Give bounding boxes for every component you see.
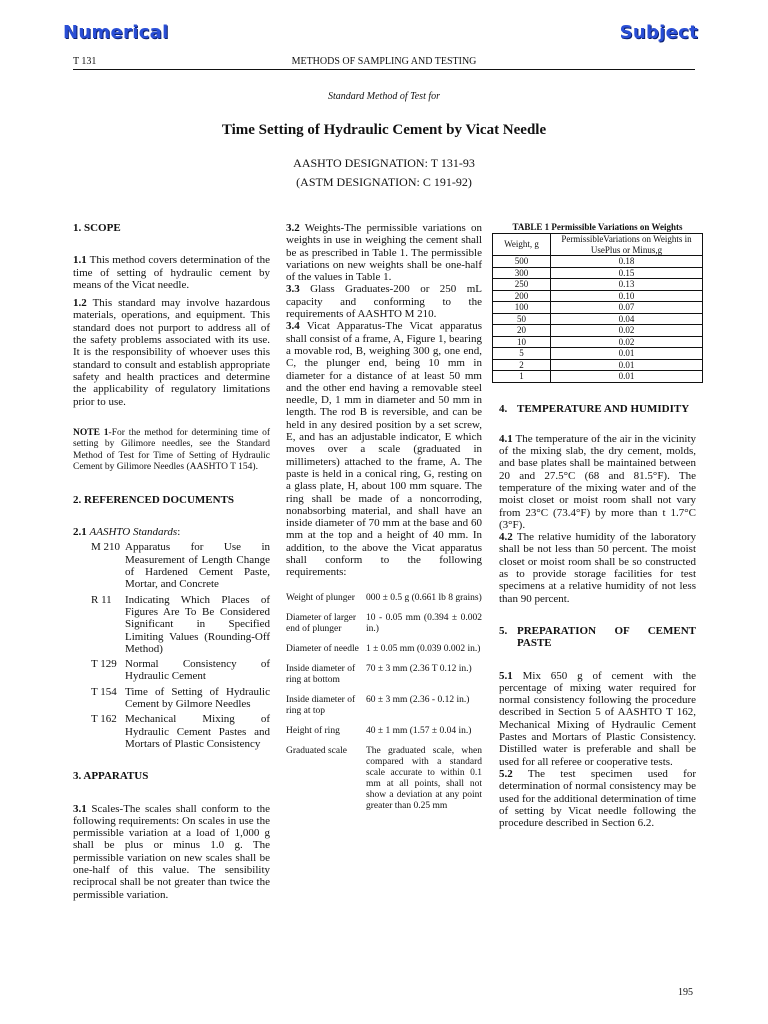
paragraph-5-2: 5.2 The test specimen used for determination of normal consistency may be used for the additional determination of time of setting by Vicat needle following the procedure described in Section 6.2. [499,767,696,830]
requirement-row: Inside diameter of ring at top 60 ± 3 mm (2.36 - 0.12 in.) [286,694,470,716]
requirement-row: Height of ring 40 ± 1 mm (1.57 ± 0.04 in.) [286,725,472,736]
table-header-row [493,234,703,256]
brand-logo-left: Numerical [63,22,169,43]
brand-logo-right: Subject [619,22,698,43]
section-heading-apparatus: 3. APPARATUS [73,770,149,783]
standard-item: T 162 Mechanical Mixing of Hydraulic Cement Pastes and Mortars of Plastic Consistency [91,713,270,750]
requirement-row: Graduated scale The graduated scale, when compared with a standard scale accurate to within 0.1 mm at all points, shall not show a deviation at any point greater than 0.25 mm [286,745,482,811]
table-row: 300 0.15 [493,267,703,279]
column-middle [286,222,482,821]
table-row: 2 0.01 [493,359,703,371]
paragraph-3-3: 3.3 Glass Graduates-200 or 250 mL capacity and conforming to the requirements of AASHTO M 210. [286,283,482,321]
section-heading-referenced-documents: 2. REFERENCED DOCUMENTS [73,493,235,506]
table-1-title: TABLE 1 Permissible Variations on Weights [512,222,683,232]
table-row: 500 0.18 [493,256,703,268]
standard-item: T 154 Time of Setting of Hydraulic Cement by Gilmore Needles [91,685,270,711]
section-heading-preparation-of-cement-paste: 5. PREPARATION OF CEMENT PASTE [499,624,696,650]
requirement-row: Diameter of needle 1 ± 0.05 mm (0.039 0.002 in.) [286,643,481,654]
requirement-row: Weight of plunger 000 ± 0.5 g (0.661 lb 8 grains) [286,592,482,603]
page-number: 195 [678,987,693,998]
standard-method-caption: Standard Method of Test for [327,91,441,102]
paragraph-4-1: 4.1 The temperature of the air in the vicinity of the mixing slab, the dry cement, molds, and base plates shall be maintained between 20 and 27.5°C (68 and 81.5°F). The temperature of the mixing water and of the moist closet or moist room shall not vary from 23°C (73.4°F) by more than t 1.7°C (3°F). [499,432,696,531]
standard-item: R 11 Indicating Which Places of Figures Are To Be Considered Significant in Specified Limiting Values (Rounding-Off Method) [91,593,270,655]
table-header-weight: Weight, g [493,234,551,256]
table-row: 100 0.07 [493,302,703,314]
paragraph-1-1: 1.1 This method covers determination of the time of setting of hydraulic cement by means of the Vicat needle. [73,254,270,291]
paragraph-3-1: 3.1 Scales-The scales shall conform to the following requirements: On scales in use the permissible variation at a load of 1,000 g shall be plus or minus 1.0 g. The permissible variation on new scales shall be one-half of this value. The sensibility reciprocal shall be not greater than twice the permissible variation. [73,802,270,901]
table-row: 20 0.02 [493,325,703,337]
paragraph-3-2: 3.2 Weights-The permissible variations on weights in use in weighing the cement shall be as prescribed in Table 1. The permissible variations on new weights shall be one-half of the values in Table 1. [286,222,482,284]
table-row: 5 0.01 [493,348,703,360]
aashto-designation: AASHTO DESIGNATION: T 131-93 [293,156,475,170]
header-divider [73,69,695,70]
table-header-variation: PermissibleVariations on Weights in UsePlus or Minus,g [551,234,703,256]
standard-item: T 129 Normal Consistency of Hydraulic Cement [91,658,270,683]
paragraph-3-4: 3.4 Vicat Apparatus-The Vicat apparatus shall consist of a frame, A, Figure 1, bearing a movable rod, B, weighing 300 g, one end, C, the plunger end, being 10 mm in diameter for a distance of at least 50 mm and the other end having a removable steel needle, D, 1 mm in diameter and 50 mm in length. The rod B is reversible, and can be held in any desired position by a set screw, E, and has an adjustable indicator, E which moves over a scale (graduated in millimeters) attached to the frame, A. The paste is held in a conical ring, G, resting on a glass plate, H, about 100 mm square. The ring shall be made of a noncorroding, nonabsorbing material, and shall have an inside diameter of 70 mm at the base and 60 mm at the top and a height of 40 mm. In addition, to the above the Vicat apparatus shall conform to the following requirements: [286,320,482,579]
column-right [499,222,696,829]
section-heading-temperature-humidity: 4. TEMPERATURE AND HUMIDITY [499,402,690,415]
paragraph-5-1: 5.1 Mix 650 g of cement with the percentage of mixing water required for normal consistency following the procedure described in Section 5 of AASHTO T 162, Mechanical Mixing of Hydraulic Cement Pastes and Mortars of Plastic Consistency. Distilled water is preferable and shall be used for all referee or cooperative tests. [499,669,696,768]
referenced-standards-list [91,541,270,750]
astm-designation: (ASTM DESIGNATION: C 191-92) [296,175,472,189]
paragraph-4-2: 4.2 The relative humidity of the laboratory shall be not less than 50 percent. The moist closet or moist room shall be so constructed as to provide storage facilities for test specimens at a relative humidity of not less than 90 percent. [499,531,696,605]
section-heading-scope: 1. SCOPE [73,222,121,234]
table-row: 50 0.04 [493,313,703,325]
requirement-row: Diameter of larger end of plunger 10 - 0.05 mm (0.394 ± 0.002 in.) [286,612,482,634]
standard-item: M 210 Apparatus for Use in Measurement of Length Change of Hardened Cement Paste, Mortar, and Concrete [91,541,270,591]
header-standard-code: T 131 [73,56,97,67]
vicat-requirements-table [286,593,482,821]
table-1-permissible-variations [492,233,703,383]
table-row: 250 0.13 [493,279,703,291]
table-row: 10 0.02 [493,336,703,348]
paragraph-2-1: 2.1 AASHTO Standards: [73,526,181,539]
requirement-row: Inside diameter of ring at bottom 70 ± 3 mm (2.36 T 0.12 in.) [286,663,472,685]
header-running-title: METHODS OF SAMPLING AND TESTING [291,56,477,67]
document-title: Time Setting of Hydraulic Cement by Vicat Needle [221,122,547,138]
note-1: NOTE 1-For the method for determining time of setting by Gilimore needles, see the Standard Method of Test for Time of Setting of Hydraulic Cement by Gilimore Needles (AASHTO T 154). [73,427,270,473]
table-row: 1 0.01 [493,371,703,383]
paragraph-1-2: 1.2 This standard may involve hazardous materials, operations, and equipment. This standard does not purport to address all of the safety problems associated with its use. It is the responsibility of whoever uses this standard to consult and establish appropriate safety and health practices and determine the applicability of regulatory limitations prior to use. [73,297,270,408]
column-left [73,222,270,901]
table-row: 200 0.10 [493,290,703,302]
